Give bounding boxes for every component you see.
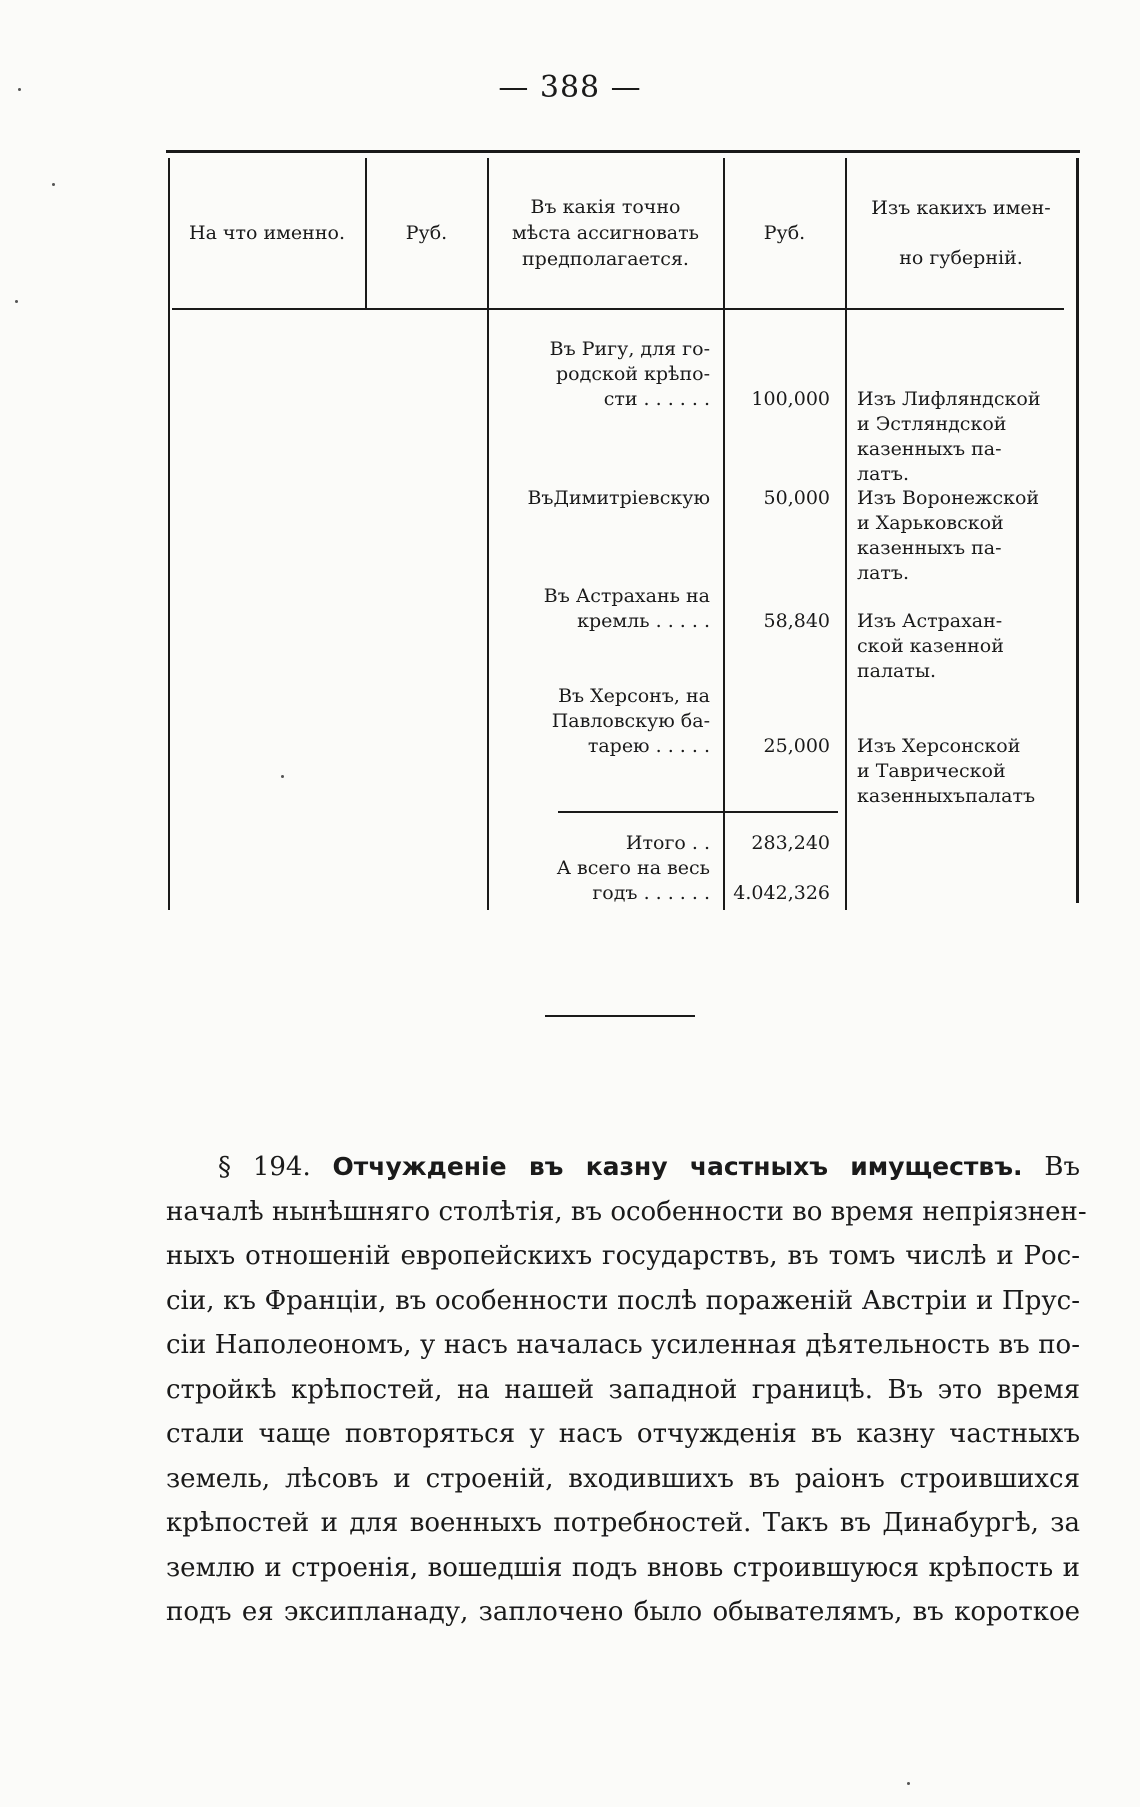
section-title: Отчужденіе въ казну частныхъ имуществъ. (332, 1152, 1023, 1181)
row-amount: 100,000 (751, 388, 830, 410)
column-divider (723, 158, 725, 910)
paragraph-line: крѣпостей и для военныхъ потребностей. Такъ въ Динабургѣ, за (166, 1508, 1080, 1538)
total-amount: 283,240 (751, 832, 830, 854)
header-places: Въ какія точно мѣста ассигновать предполагается. (512, 196, 699, 270)
section-paragraph (166, 1145, 1087, 1635)
paragraph-line: началѣ нынѣшняго столѣтія, въ особенности во время непріязнен- (166, 1196, 1087, 1227)
row-amount: 25,000 (763, 735, 830, 757)
table-right-border (1076, 158, 1079, 903)
paragraph-line: землю и строенія, вошедшія подъ вновь строившуюся крѣпость и (166, 1552, 1080, 1583)
paragraph-line: сіи, къ Франціи, въ особенности послѣ пораженій Австріи и Прус- (166, 1285, 1080, 1316)
row-place: Въ Астрахань на кремль . . . . . (543, 585, 710, 632)
section-separator (545, 1015, 695, 1017)
scan-speck (15, 300, 18, 303)
paragraph-line: земель, лѣсовъ и строеній, входившихъ въ раіонъ строившихся (166, 1463, 1080, 1494)
row-place: Въ Херсонъ, на Павловскую ба- тарею . . . . . (551, 685, 710, 757)
header-rubles-2: Руб. (763, 222, 806, 244)
column-divider (365, 158, 367, 308)
row-provinces: Изъ Воронежской и Харьковской казенныхъ па- латъ. (857, 487, 1040, 584)
scan-speck (52, 183, 55, 186)
table-top-rule (166, 150, 1080, 153)
column-divider (845, 158, 847, 910)
paragraph-line-text: Въ (1044, 1152, 1081, 1182)
row-provinces: Изъ Херсонской и Таврической казенныхъпалатъ (857, 735, 1036, 807)
header-what-for: На что именно. (189, 222, 345, 244)
page-number: — 388 — (498, 70, 642, 105)
row-place: ВъДимитріевскую (527, 487, 710, 509)
header-rule (172, 308, 1064, 310)
paragraph-line: стали чаще повторяться у насъ отчужденія въ казну частныхъ (166, 1419, 1080, 1449)
paragraph-line: стройкѣ крѣпостей, на нашей западной границѣ. Въ это время (166, 1374, 1080, 1405)
scan-speck (18, 88, 21, 91)
table-left-border (168, 158, 170, 910)
scan-speck (907, 1782, 910, 1785)
total-rule (558, 811, 838, 813)
total-label: Итого . . (625, 832, 710, 854)
paragraph-line: сіи Наполеономъ, у насъ началась усиленная дѣятельность въ по- (166, 1330, 1080, 1360)
row-provinces: Изъ Астрахан- ской казенной палаты. (857, 610, 1004, 682)
header-provinces: Изъ какихъ имен- но губерній. (871, 197, 1051, 269)
grand-total-amount: 4.042,326 (733, 882, 830, 904)
header-rubles-1: Руб. (405, 222, 448, 244)
row-provinces: Изъ Лифляндской и Эстляндской казенныхъ па- латъ. (857, 388, 1041, 485)
paragraph-line: ныхъ отношеній европейскихъ государствъ, въ томъ числѣ и Рос- (166, 1241, 1080, 1271)
column-divider (487, 158, 489, 910)
row-amount: 58,840 (763, 610, 830, 632)
scan-speck (281, 775, 284, 778)
grand-total-label: А всего на весь годъ . . . . . . (556, 857, 710, 904)
row-amount: 50,000 (763, 487, 830, 509)
row-place: Въ Ригу, для го- родской крѣпо- сти . . . . . . (549, 338, 710, 410)
paragraph-line: подъ ея эксипланаду, заплочено было обывателямъ, въ короткое (166, 1597, 1080, 1627)
paragraph-line (166, 1145, 1080, 1190)
section-number: § 194. (218, 1152, 311, 1182)
